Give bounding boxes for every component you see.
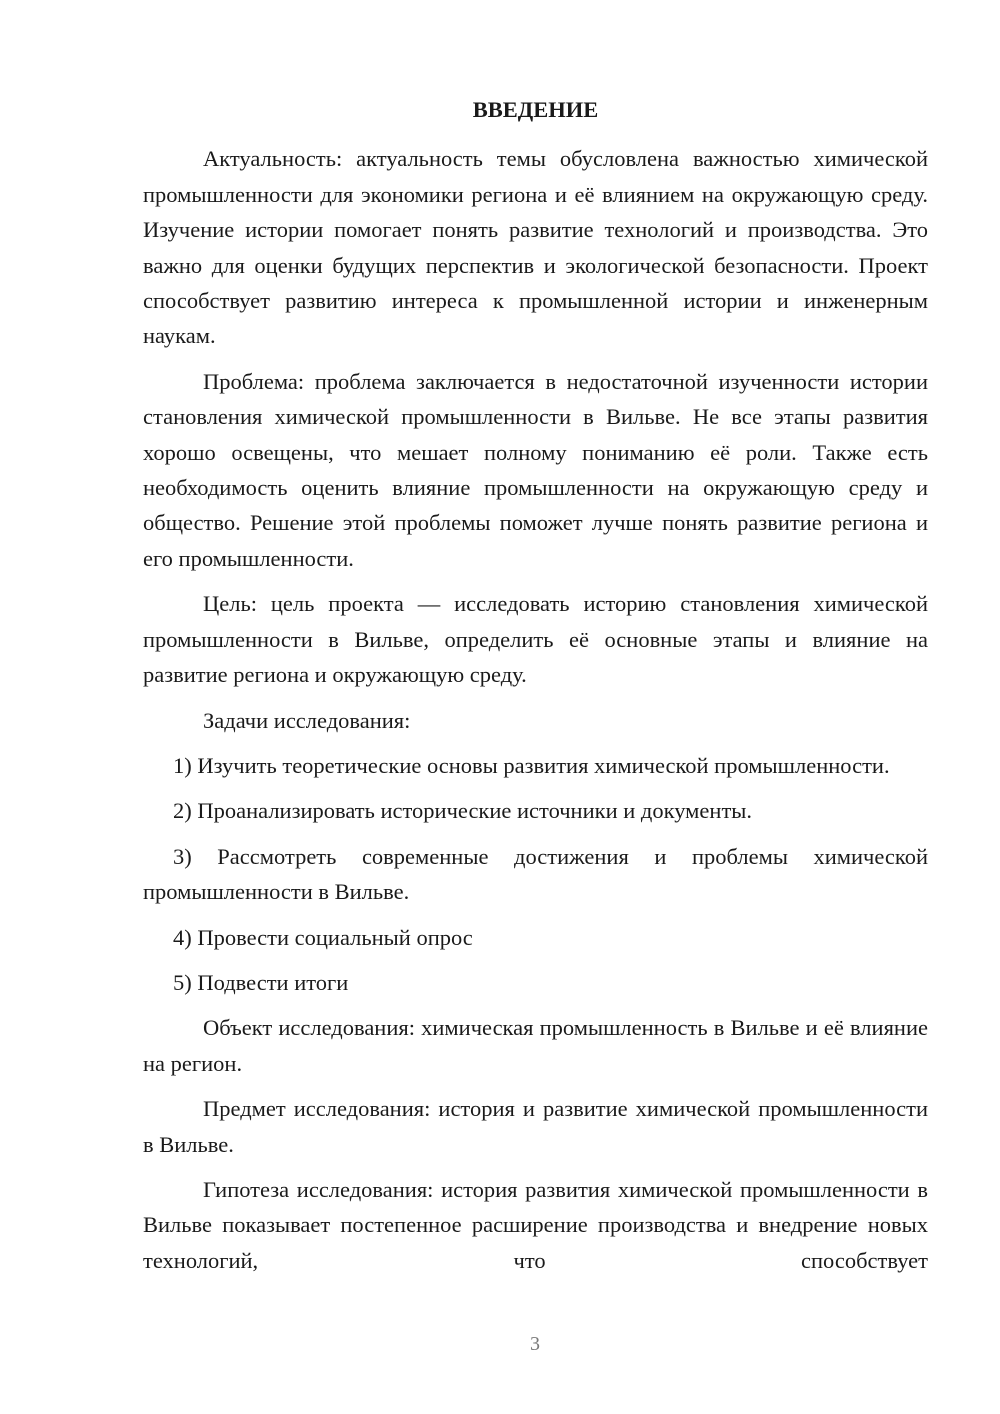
task-item-3: 3) Рассмотреть современные достижения и проблемы химической промышленности в Вильве. (143, 843, 928, 905)
paragraph-problem: Проблема: проблема заключается в недостаточной изученности истории становления химической промышленности в Вильве. Не все этапы развития хорошо освещены, что мешает полному пониманию её роли. Также есть необходимость оценить влияние промышленности на окружающую среду и общество. Решение этой проблемы поможет лучше понять развитие региона и его промышленности. (143, 368, 928, 571)
paragraph-hypothesis: Гипотеза исследования: история развития химической промышленности в Вильве показывает постепенное расширение производства и внедрение новых технологий, что способствует (143, 1176, 928, 1273)
document-title: ВВЕДЕНИЕ (472, 97, 599, 122)
paragraph-relevance: Актуальность: актуальность темы обусловлена важностью химической промышленности для экономики региона и её влиянием на окружающую среду. Изучение истории помогает понять развитие технологий и производства. Это важно для оценки будущих перспектив и экологической безопасности. Проект способствует развитию интереса к промышленной истории и инженерным наукам. (143, 146, 928, 349)
task-item-2: 2) Проанализировать исторические источники и документы. (173, 798, 753, 824)
tasks-heading: Задачи исследования: (203, 707, 411, 733)
paragraph-subject: Предмет исследования: история и развитие химической промышленности в Вильве. (143, 1096, 928, 1157)
task-item-4: 4) Провести социальный опрос (173, 924, 473, 950)
paragraph-object: Объект исследования: химическая промышленность в Вильве и её влияние на регион. (143, 1015, 928, 1076)
task-item-1: 1) Изучить теоретические основы развития химической промышленности. (173, 752, 890, 778)
task-item-5: 5) Подвести итоги (173, 969, 349, 995)
document-body (143, 92, 928, 1278)
page-number: 3 (530, 1333, 540, 1355)
paragraph-goal: Цель: цель проекта — исследовать историю становления химической промышленности в Вильве, определить её основные этапы и влияние на развитие региона и окружающую среду. (143, 591, 928, 688)
